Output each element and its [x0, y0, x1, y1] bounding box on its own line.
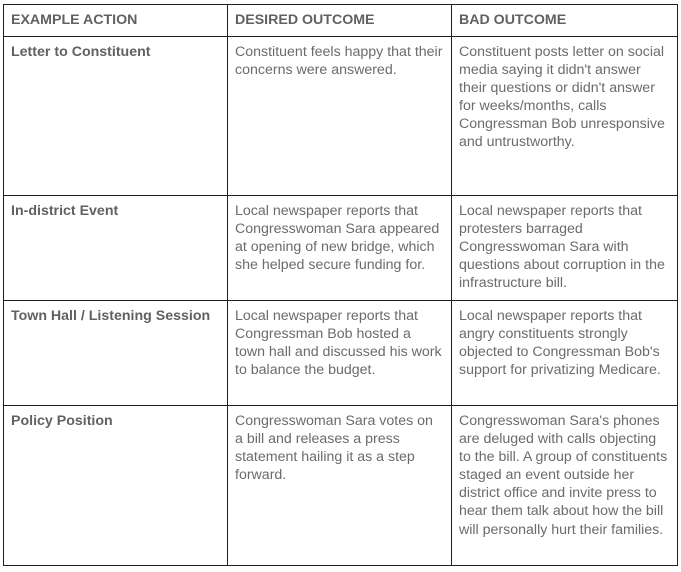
row-desired-outcome: Local newspaper reports that Congressman Bob hosted a town hall and discussed his work to balance the budget.: [228, 301, 452, 406]
row-desired-outcome: Congresswoman Sara votes on a bill and releases a press statement hailing it as a step forward.: [228, 406, 452, 566]
table-row: [4, 196, 678, 301]
row-desired-outcome: Local newspaper reports that Congresswoman Sara appeared at opening of new bridge, which she helped secure funding for.: [228, 196, 452, 301]
row-bad-outcome: Constituent posts letter on social media saying it didn't answer their questions or didn't answer for weeks/months, calls Congressman Bob unresponsive and untrustworthy.: [452, 37, 678, 196]
header-bad-outcome: BAD OUTCOME: [452, 5, 678, 37]
outcomes-table: [3, 4, 678, 566]
row-action: In-district Event: [4, 196, 228, 301]
table-row: [4, 301, 678, 406]
row-action: Letter to Constituent: [4, 37, 228, 196]
table-row: [4, 406, 678, 566]
row-desired-outcome: Constituent feels happy that their concerns were answered.: [228, 37, 452, 196]
header-example-action: EXAMPLE ACTION: [4, 5, 228, 37]
header-desired-outcome: DESIRED OUTCOME: [228, 5, 452, 37]
row-bad-outcome: Local newspaper reports that angry constituents strongly objected to Congressman Bob's support for privatizing Medicare.: [452, 301, 678, 406]
row-bad-outcome: Congresswoman Sara's phones are deluged with calls objecting to the bill. A group of constituents staged an event outside her district office and invite press to hear them talk about how the bill will personally hurt their families.: [452, 406, 678, 566]
row-action: Town Hall / Listening Session: [4, 301, 228, 406]
row-bad-outcome: Local newspaper reports that protesters barraged Congresswoman Sara with questions about corruption in the infrastructure bill.: [452, 196, 678, 301]
header-row: [4, 5, 678, 37]
row-action: Policy Position: [4, 406, 228, 566]
table-row: [4, 37, 678, 196]
